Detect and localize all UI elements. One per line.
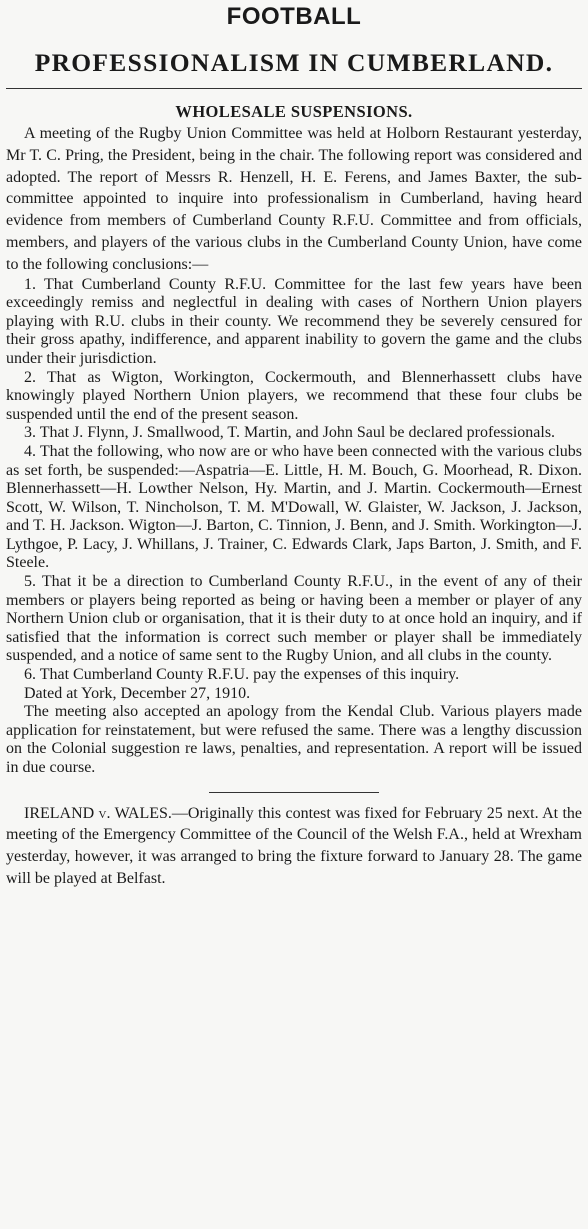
article-divider — [209, 792, 379, 793]
paragraph-dated: Dated at York, December 27, 1910. — [24, 684, 251, 702]
second-article-text: —Originally this contest was fixed for February 25 next. At the meeting of the Emergency Committee of the Council of the Welsh F.A., held at Wrexham yesterday, however, it was arranged to bring the fixture forward to January 28. The game will be played at Belfast. — [6, 804, 582, 887]
section-title: FOOTBALL — [226, 3, 362, 30]
paragraph-conclusion-5: 5. That it be a direction to Cumberland County R.F.U., in the event of any of their members or players being reported as being or having been a member or player of any Northern Union club or organisation, that it is their duty to at once hold an inquiry, and if satisfied that the information is correct such member or player shall be immediately suspended, and a notice of same sent to the Rugby Union, and all clubs in the county. — [6, 573, 582, 665]
paragraph-conclusion-1: 1. That Cumberland County R.F.U. Committee for the last few years have been exceedingly remiss and neglectful in dealing with cases of Northern Union players playing with R.U. clubs in their county. We recommend they be severely censured for their gross apathy, indifference, and apparent inability to govern the game and the clubs under their jurisdiction. — [6, 275, 582, 367]
second-article-body — [6, 803, 582, 890]
paragraph-intro: A meeting of the Rugby Union Committee was held at Holborn Restaurant yesterday, Mr T. C. Pring, the President, being in the chair. The following report was considered and adopted. The report of Messrs R. Henzell, H. E. Ferens, and James Baxter, the sub-committee appointed to inquire into professionalism in Cumberland, having heard evidence from members of Cumberland County R.F.U. Committee and from officials, members, and players of the various clubs in the Cumberland County Union, have come to the following conclusions:— — [6, 125, 582, 273]
article-headline: PROFESSIONALISM IN CUMBERLAND. — [34, 48, 554, 77]
newspaper-clipping — [6, 2, 582, 1227]
headline-rule — [6, 88, 582, 89]
paragraph-conclusion-3: 3. That J. Flynn, J. Smallwood, T. Martin, and John Saul be declared professionals. — [24, 424, 556, 442]
article-subheadline: WHOLESALE SUSPENSIONS. — [175, 102, 413, 121]
second-article-lead: IRELAND v. WALES. — [24, 804, 172, 822]
paragraph-conclusion-2: 2. That as Wigton, Workington, Cockermouth, and Blennerhassett clubs have knowingly played Northern Union players, we recommend that these four clubs be suspended until the end of the present season. — [6, 368, 582, 423]
paragraph-closing: The meeting also accepted an apology from the Kendal Club. Various players made application for reinstatement, but were refused the same. There was a lengthy discussion on the Colonial suggestion re laws, penalties, and representation. A report will be issued in due course. — [6, 703, 582, 777]
paragraph-conclusion-6: 6. That Cumberland County R.F.U. pay the expenses of this inquiry. — [24, 666, 460, 684]
paragraph-conclusion-4: 4. That the following, who now are or who have been connected with the various clubs as set forth, be suspended:—Aspatria—E. Little, H. M. Bouch, G. Moorhead, R. Dixon. Blennerhassett—H. Lowther Nelson, Hy. Martin, and J. Martin. Cockermouth—Ernest Scott, W. Wilson, T. Nincholson, T. M. M'Dowall, W. Glaister, W. Jackson, J. Jackson, and T. H. Jackson. Wigton—J. Barton, C. Tinnion, J. Benn, and J. Smith. Workington—J. Lythgoe, P. Lacy, J. Whillans, J. Trainer, C. Edwards Clark, Japs Barton, J. Smith, and F. Steele. — [6, 442, 582, 572]
paragraph-ireland-wales — [6, 803, 582, 890]
article-body — [6, 123, 582, 778]
